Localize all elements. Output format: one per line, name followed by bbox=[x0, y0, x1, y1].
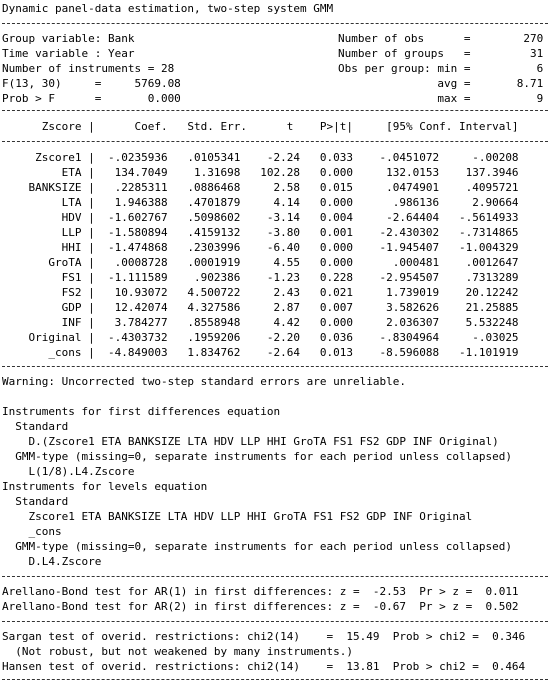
header-left-line: Time variable : Year bbox=[2, 47, 135, 60]
instruments-line: D.L4.Zscore bbox=[2, 555, 102, 568]
separator-line bbox=[2, 366, 548, 367]
separator-line bbox=[2, 110, 548, 111]
instruments-line: Standard bbox=[2, 420, 69, 433]
header-right-line: avg = 8.71 bbox=[338, 77, 544, 90]
separator-line bbox=[2, 679, 548, 680]
table-row: FS1 | -1.111589 .902386 -1.23 0.228 -2.954507 .7313289 bbox=[2, 271, 519, 284]
table-row: Original | -.4303732 .1959206 -2.20 0.036 -.8304964 -.03025 bbox=[2, 331, 519, 344]
table-row: HHI | -1.474868 .2303996 -6.40 0.000 -1.945407 -1.004329 bbox=[2, 241, 519, 254]
table-row: _cons | -4.849003 1.834762 -2.64 0.013 -8.596088 -1.101919 bbox=[2, 346, 519, 359]
instruments-line: GMM-type (missing=0, separate instruments for each period unless collapsed) bbox=[2, 450, 512, 463]
ar-test-line: Arellano-Bond test for AR(2) in first differences: z = -0.67 Pr > z = 0.502 bbox=[2, 600, 519, 613]
ar-test-line: Arellano-Bond test for AR(1) in first differences: z = -2.53 Pr > z = 0.011 bbox=[2, 585, 519, 598]
table-row: GroTA | .0008728 .0001919 4.55 0.000 .000481 .0012647 bbox=[2, 256, 519, 269]
header-left-line: F(13, 30) = 5769.08 bbox=[2, 77, 181, 90]
instruments-line: GMM-type (missing=0, separate instruments for each period unless collapsed) bbox=[2, 540, 512, 553]
table-row: LLP | -1.580894 .4159132 -3.80 0.001 -2.430302 -.7314865 bbox=[2, 226, 519, 239]
overid-test-line: Sargan test of overid. restrictions: chi2(14) = 15.49 Prob > chi2 = 0.346 bbox=[2, 630, 526, 643]
instruments-line: D.(Zscore1 ETA BANKSIZE LTA HDV LLP HHI GroTA FS1 FS2 GDP INF Original) bbox=[2, 435, 499, 448]
table-row: BANKSIZE | .2285311 .0886468 2.58 0.015 .0474901 .4095721 bbox=[2, 181, 519, 194]
output-title: Dynamic panel-data estimation, two-step system GMM bbox=[2, 2, 334, 15]
header-right-line: max = 9 bbox=[338, 92, 544, 105]
separator-line bbox=[2, 141, 548, 142]
table-row: INF | 3.784277 .8558948 4.42 0.000 2.036307 5.532248 bbox=[2, 316, 519, 329]
instruments-line: Standard bbox=[2, 495, 69, 508]
warning-text: Warning: Uncorrected two-step standard errors are unreliable. bbox=[2, 375, 406, 388]
separator-line bbox=[2, 23, 548, 24]
instruments-line: Instruments for first differences equation bbox=[2, 405, 281, 418]
instruments-line: Zscore1 ETA BANKSIZE LTA HDV LLP HHI GroTA FS1 FS2 GDP INF Original bbox=[2, 510, 473, 523]
header-left-line: Prob > F = 0.000 bbox=[2, 92, 181, 105]
instruments-line: Instruments for levels equation bbox=[2, 480, 208, 493]
header-left-line: Group variable: Bank bbox=[2, 32, 135, 45]
header-left-line: Number of instruments = 28 bbox=[2, 62, 175, 75]
instruments-line: L(1/8).L4.Zscore bbox=[2, 465, 135, 478]
overid-test-line: Hansen test of overid. restrictions: chi2(14) = 13.81 Prob > chi2 = 0.464 bbox=[2, 660, 526, 673]
table-row: GDP | 12.42074 4.327586 2.87 0.007 3.582626 21.25885 bbox=[2, 301, 519, 314]
header-right-line: Obs per group: min = 6 bbox=[338, 62, 544, 75]
table-row: LTA | 1.946388 .4701879 4.14 0.000 .986136 2.90664 bbox=[2, 196, 519, 209]
table-row: HDV | -1.602767 .5098602 -3.14 0.004 -2.64404 -.5614933 bbox=[2, 211, 519, 224]
separator-line bbox=[2, 576, 548, 577]
table-row: FS2 | 10.93072 4.500722 2.43 0.021 1.739019 20.12242 bbox=[2, 286, 519, 299]
header-right-line: Number of obs = 270 bbox=[338, 32, 544, 45]
table-row: ETA | 134.7049 1.31698 102.28 0.000 132.0153 137.3946 bbox=[2, 166, 519, 179]
separator-line bbox=[2, 621, 548, 622]
instruments-line: _cons bbox=[2, 525, 62, 538]
table-row: Zscore1 | -.0235936 .0105341 -2.24 0.033 -.0451072 -.00208 bbox=[2, 151, 519, 164]
header-right-line: Number of groups = 31 bbox=[338, 47, 544, 60]
overid-test-note: (Not robust, but not weakened by many instruments.) bbox=[2, 645, 353, 658]
table-header: Zscore | Coef. Std. Err. t P>|t| [95% Conf. Interval] bbox=[2, 120, 519, 133]
